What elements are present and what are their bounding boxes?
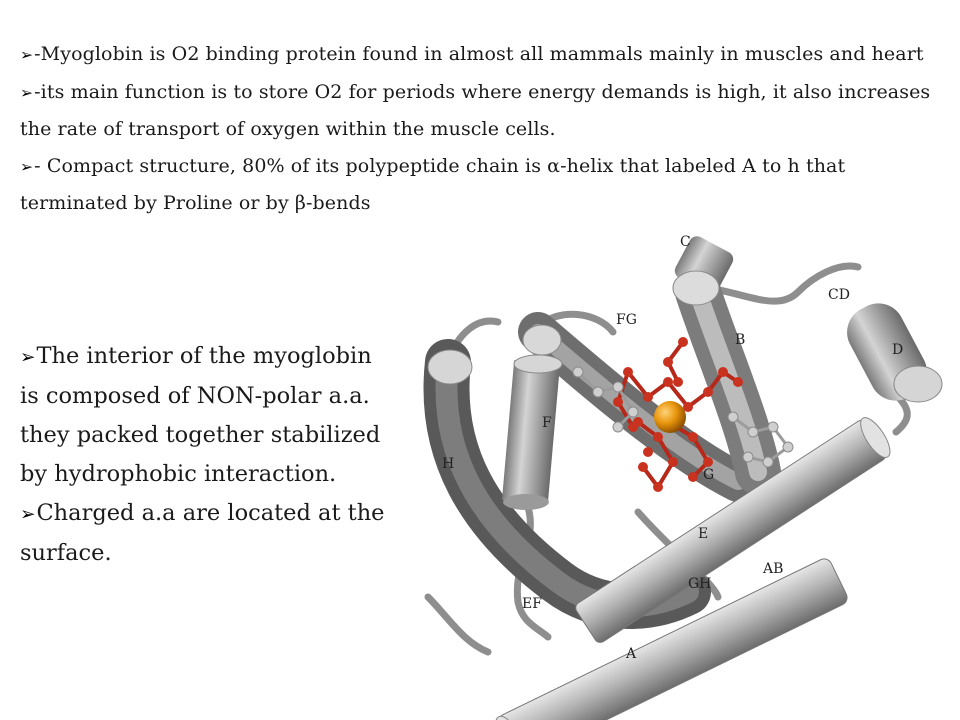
arrowhead-bullet-icon: ➢ bbox=[20, 504, 36, 525]
bullet-text: The interior of the myoglobin is composed of NON-polar a.a. they packed together stabilized by hydrophobic interaction. bbox=[20, 343, 381, 487]
intro-bullet-list bbox=[20, 36, 940, 222]
myoglobin-ribbon-illustration bbox=[418, 222, 960, 720]
label-ab: AB bbox=[763, 561, 784, 577]
arrowhead-bullet-icon: ➢ bbox=[20, 83, 34, 102]
bullet-text: -its main function is to store O2 for periods where energy demands is high, it also increases the rate of transport of oxygen within the muscle cells. bbox=[20, 80, 931, 140]
label-fg: FG bbox=[616, 312, 637, 328]
myoglobin-structure-figure bbox=[418, 222, 960, 720]
label-h: H bbox=[442, 456, 455, 472]
label-g: G bbox=[703, 467, 715, 483]
label-d: D bbox=[892, 342, 904, 358]
helix-f bbox=[502, 360, 560, 503]
label-c: C bbox=[680, 234, 691, 250]
label-ef: EF bbox=[522, 596, 542, 612]
bullet-item bbox=[20, 494, 390, 573]
bullet-item bbox=[20, 148, 940, 222]
bullet-item bbox=[20, 337, 390, 494]
bullet-text: - Compact structure, 80% of its polypeptide chain is α-helix that labeled A to h that terminated by Proline or by β-bends bbox=[20, 154, 846, 214]
bullet-text: -Myoglobin is O2 binding protein found in almost all mammals mainly in muscles and heart bbox=[34, 43, 924, 65]
label-b: B bbox=[735, 332, 746, 348]
arrowhead-bullet-icon: ➢ bbox=[20, 46, 34, 64]
iron-atom bbox=[654, 401, 686, 433]
bullet-text: Charged a.a are located at the surface. bbox=[20, 500, 385, 566]
bullet-item bbox=[20, 74, 940, 148]
label-cd: CD bbox=[828, 287, 850, 303]
label-f: F bbox=[542, 415, 552, 431]
label-e: E bbox=[698, 526, 709, 542]
label-gh: GH bbox=[688, 576, 712, 592]
label-a: A bbox=[626, 646, 637, 662]
arrowhead-bullet-icon: ➢ bbox=[20, 157, 34, 176]
bullet-item bbox=[20, 36, 940, 74]
interior-bullet-list bbox=[20, 337, 390, 573]
arrowhead-bullet-icon: ➢ bbox=[20, 347, 36, 368]
